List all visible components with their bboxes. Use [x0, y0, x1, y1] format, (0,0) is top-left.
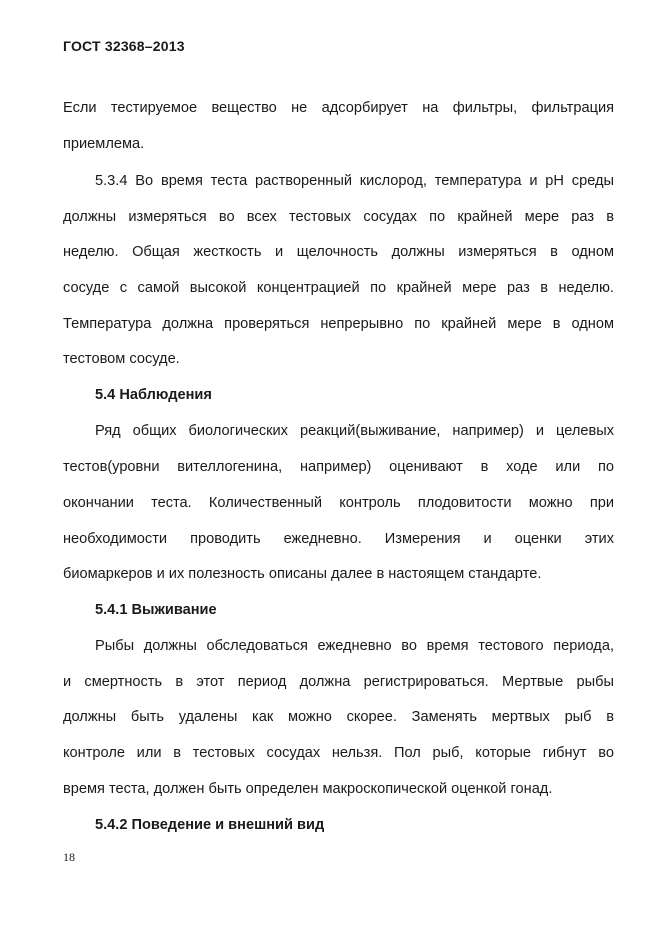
- body-line: должны быть удалены как можно скорее. Заменять мертвых рыб в: [63, 709, 614, 725]
- body-line: необходимости проводить ежедневно. Измерения и оценки этих: [63, 531, 614, 547]
- body-line: Если тестируемое вещество не адсорбирует на фильтры, фильтрация: [63, 100, 614, 116]
- body-line: Температура должна проверяться непрерывно по крайней мере в одном: [63, 316, 614, 332]
- body-line: должны измеряться во всех тестовых сосудах по крайней мере раз в: [63, 209, 614, 225]
- section-heading-5-4: 5.4 Наблюдения: [95, 387, 212, 403]
- page-number: 18: [63, 850, 75, 864]
- section-heading-5-4-1: 5.4.1 Выживание: [95, 602, 217, 618]
- body-line: неделю. Общая жесткость и щелочность должны измеряться в одном: [63, 244, 614, 260]
- body-line: Ряд общих биологических реакций(выживание, например) и целевых: [95, 423, 614, 439]
- body-line: Рыбы должны обследоваться ежедневно во время тестового периода,: [95, 638, 614, 654]
- body-line: и смертность в этот период должна регистрироваться. Мертвые рыбы: [63, 674, 614, 690]
- body-line: сосуде с самой высокой концентрацией по крайней мере раз в неделю.: [63, 280, 614, 296]
- section-heading-5-4-2: 5.4.2 Поведение и внешний вид: [95, 817, 325, 833]
- document-code-header: ГОСТ 32368–2013: [63, 38, 185, 54]
- body-line: биомаркеров и их полезность описаны далее в настоящем стандарте.: [63, 566, 542, 582]
- body-line: контроле или в тестовых сосудах нельзя. Пол рыб, которые гибнут во: [63, 745, 614, 761]
- body-line: 5.3.4 Во время теста растворенный кислород, температура и рН среды: [95, 173, 614, 189]
- body-line: тестовом сосуде.: [63, 351, 180, 367]
- body-line: окончании теста. Количественный контроль плодовитости можно при: [63, 495, 614, 511]
- body-line: время теста, должен быть определен макроскопической оценкой гонад.: [63, 781, 553, 797]
- body-line: приемлема.: [63, 136, 145, 152]
- body-line: тестов(уровни вителлогенина, например) оценивают в ходе или по: [63, 459, 614, 475]
